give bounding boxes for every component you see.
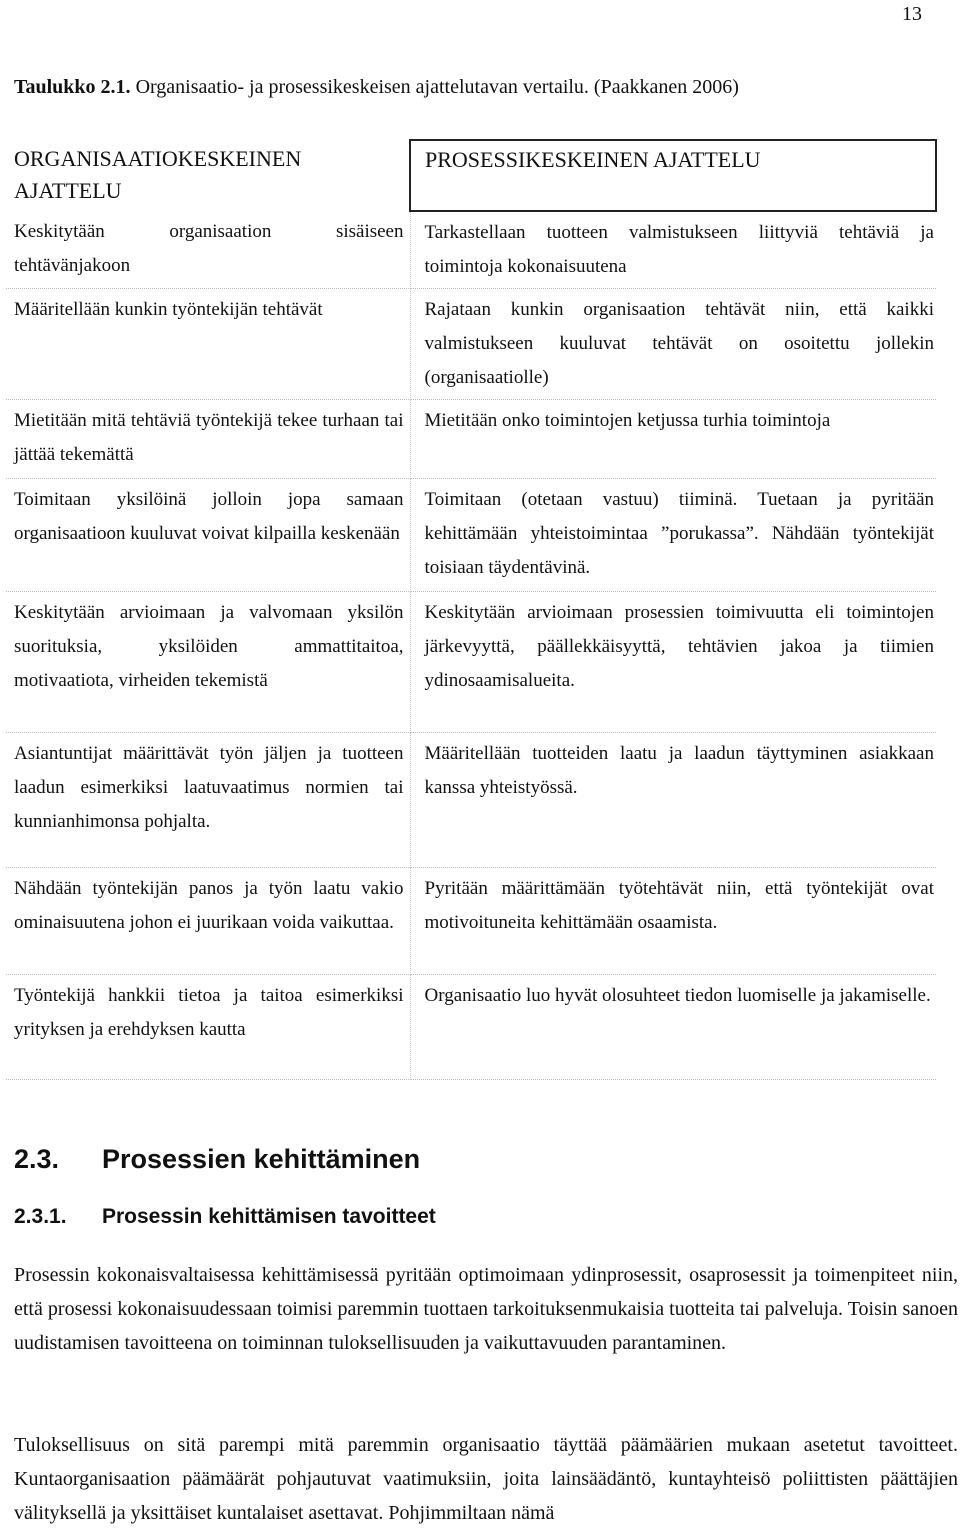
comparison-table (6, 139, 937, 1080)
subsection-title: Prosessin kehittämisen tavoitteet (102, 1205, 436, 1228)
table-cell-organization: Työntekijä hankkii tietoa ja taitoa esimerkiksi yrityksen ja erehdyksen kautta (6, 975, 410, 1080)
table-cell-process: Keskitytään arvioimaan prosessien toimivuutta eli toimintojen järkevyyttä, päällekkäisyyttä, tehtävien jakoa ja tiimien ydinosaamisalueita. (410, 592, 936, 733)
page-number: 13 (902, 3, 922, 25)
section-title: Prosessien kehittäminen (102, 1144, 421, 1174)
header-process-centric: PROSESSIKESKEINEN AJATTELU (410, 140, 936, 211)
table-row (6, 975, 936, 1080)
table-caption (14, 74, 944, 100)
table-row (6, 733, 936, 868)
table-cell-organization: Keskitytään arvioimaan ja valvomaan yksilön suorituksia, yksilöiden ammattitaitoa, motivaatiota, virheiden tekemistä (6, 592, 410, 733)
table-cell-process: Toimitaan (otetaan vastuu) tiiminä. Tuetaan ja pyritään kehittämään yhteistoimintaa ”porukassa”. Nähdään työntekijät toisiaan täydentävinä. (410, 479, 936, 592)
subsection-number: 2.3.1. (14, 1205, 67, 1228)
header-organization-centric: ORGANISAATIOKESKEINEN AJATTELU (14, 146, 302, 203)
table-row (6, 211, 936, 289)
table-caption-text: Organisaatio- ja prosessikeskeisen ajattelutavan vertailu. (Paakkanen 2006) (130, 76, 739, 98)
table-row (6, 868, 936, 975)
table-cell-organization: Asiantuntijat määrittävät työn jäljen ja tuotteen laadun esimerkiksi laatuvaatimus normien tai kunnianhimonsa pohjalta. (6, 733, 410, 868)
table-cell-organization: Mietitään mitä tehtäviä työntekijä tekee turhaan tai jättää tekemättä (6, 400, 410, 479)
table-cell-process: Määritellään tuotteiden laatu ja laadun täyttyminen asiakkaan kanssa yhteistyössä. (410, 733, 936, 868)
body-paragraph: Tuloksellisuus on sitä parempi mitä paremmin organisaatio täyttää päämäärien mukaan asetetut tavoitteet. Kuntaorganisaation päämäärät pohjautuvat vaatimuksiin, joita lainsäädäntö, kuntayhteisö poliittisten päättäjien välityksellä ja yksittäiset kuntalaiset asettavat. Pohjimmiltaan nämä (14, 1434, 958, 1524)
table-cell-organization: Keskitytään organisaation sisäiseen tehtävänjakoon (6, 211, 410, 289)
table-header-row (6, 140, 936, 211)
table-cell-process: Pyritään määrittämään työtehtävät niin, että työntekijät ovat motivoituneita kehittämään osaamista. (410, 868, 936, 975)
body-paragraph: Prosessin kokonaisvaltaisessa kehittämisessä pyritään optimoimaan ydinprosessit, osaprosessit ja toimenpiteet niin, että prosessi kokonaisuudessaan toimisi paremmin tuottaen tarkoituksenmukaisia tuotteita tai palveluja. Toisin sanoen uudistamisen tavoitteena on toiminnan tuloksellisuuden ja vaikuttavuuden parantaminen. (14, 1264, 958, 1354)
table-cell-organization: Määritellään kunkin työntekijän tehtävät (6, 289, 410, 400)
subsection-heading (14, 1202, 436, 1232)
table-caption-label: Taulukko 2.1. (14, 76, 131, 98)
table-cell-process: Tarkastellaan tuotteen valmistukseen liittyviä tehtäviä ja toimintoja kokonaisuutena (410, 211, 936, 289)
table-cell-process: Mietitään onko toimintojen ketjussa turhia toimintoja (410, 400, 936, 479)
table-cell-process: Rajataan kunkin organisaation tehtävät niin, että kaikki valmistukseen kuuluvat tehtävät on osoitettu jollekin (organisaatiolle) (410, 289, 936, 400)
section-number: 2.3. (14, 1144, 60, 1174)
table-row (6, 479, 936, 592)
table-row (6, 592, 936, 733)
table-cell-organization: Nähdään työntekijän panos ja työn laatu vakio ominaisuutena johon ei juurikaan voida vaikuttaa. (6, 868, 410, 975)
section-heading (14, 1141, 420, 1177)
table-row (6, 289, 936, 400)
table-row (6, 400, 936, 479)
table-cell-process: Organisaatio luo hyvät olosuhteet tiedon luomiselle ja jakamiselle. (410, 975, 936, 1080)
table-cell-organization: Toimitaan yksilöinä jolloin jopa samaan organisaatioon kuuluvat voivat kilpailla keskenään (6, 479, 410, 592)
